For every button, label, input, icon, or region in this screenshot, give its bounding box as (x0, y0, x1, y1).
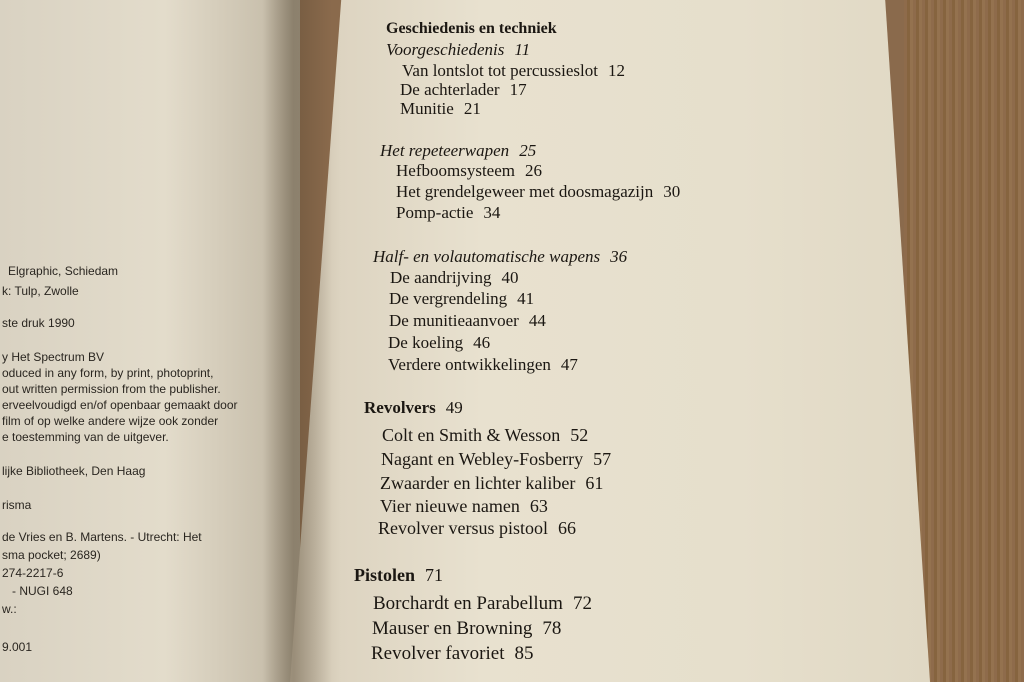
colophon-line: k: Tulp, Zwolle (2, 284, 79, 298)
book-spine-shadow (262, 0, 332, 682)
toc-entry: Borchardt en Parabellum 72 (373, 593, 592, 614)
colophon-line: w.: (2, 602, 17, 616)
colophon-line: lijke Bibliotheek, Den Haag (2, 464, 146, 478)
toc-entry: Pistolen 71 (354, 565, 443, 585)
colophon-line: ste druk 1990 (2, 316, 75, 330)
toc-entry: Vier nieuwe namen 63 (380, 496, 548, 516)
toc-heading: Geschiedenis en techniek (386, 20, 557, 37)
toc-entry: Hefboomsysteem 26 (396, 161, 542, 180)
toc-entry: Munitie 21 (400, 99, 481, 118)
toc-entry: De koeling 46 (388, 333, 491, 352)
toc-entry: Pomp-actie 34 (396, 203, 501, 222)
toc-entry: Mauser en Browning 78 (372, 618, 562, 639)
colophon-line: - NUGI 648 (12, 584, 73, 598)
toc-entry: Voorgeschiedenis 11 (386, 40, 531, 59)
colophon-line: 9.001 (2, 640, 33, 654)
toc-entry: De aandrijving 40 (390, 268, 519, 287)
colophon-line: risma (2, 498, 32, 512)
toc-entry: Verdere ontwikkelingen 47 (388, 355, 578, 374)
toc-entry: Het grendelgeweer met doosmagazijn 30 (396, 182, 681, 201)
toc-entry: De munitieaanvoer 44 (389, 311, 546, 330)
toc-entry: Revolver favoriet 85 (371, 643, 534, 664)
colophon-line: 274-2217-6 (2, 566, 64, 580)
colophon-line: film of op welke andere wijze ook zonder (2, 414, 219, 428)
colophon-line: erveelvoudigd en/of openbaar gemaakt door (2, 398, 238, 412)
toc-entry: De achterlader 17 (400, 80, 527, 99)
toc-entry: Zwaarder en lichter kaliber 61 (380, 473, 604, 493)
colophon-line: Elgraphic, Schiedam (8, 264, 119, 278)
colophon-line: out written permission from the publisher. (2, 382, 221, 396)
toc-entry: Van lontslot tot percussieslot 12 (402, 61, 625, 80)
toc-entry: Revolvers 49 (364, 398, 463, 417)
toc-entry: Het repeteerwapen 25 (380, 141, 537, 160)
colophon-line: e toestemming van de uitgever. (2, 430, 169, 444)
toc-entry: De vergrendeling 41 (389, 289, 535, 308)
toc-entry: Half- en volautomatische wapens 36 (373, 247, 628, 266)
colophon-line: y Het Spectrum BV (2, 350, 105, 364)
toc-entry: Nagant en Webley-Fosberry 57 (381, 449, 612, 469)
toc-entry: Revolver versus pistool 66 (378, 518, 576, 538)
colophon-line: oduced in any form, by print, photoprint, (2, 366, 214, 380)
colophon-line: de Vries en B. Martens. - Utrecht: Het (2, 530, 202, 544)
toc-entry: Colt en Smith & Wesson 52 (382, 425, 589, 445)
colophon-line: sma pocket; 2689) (2, 548, 101, 562)
